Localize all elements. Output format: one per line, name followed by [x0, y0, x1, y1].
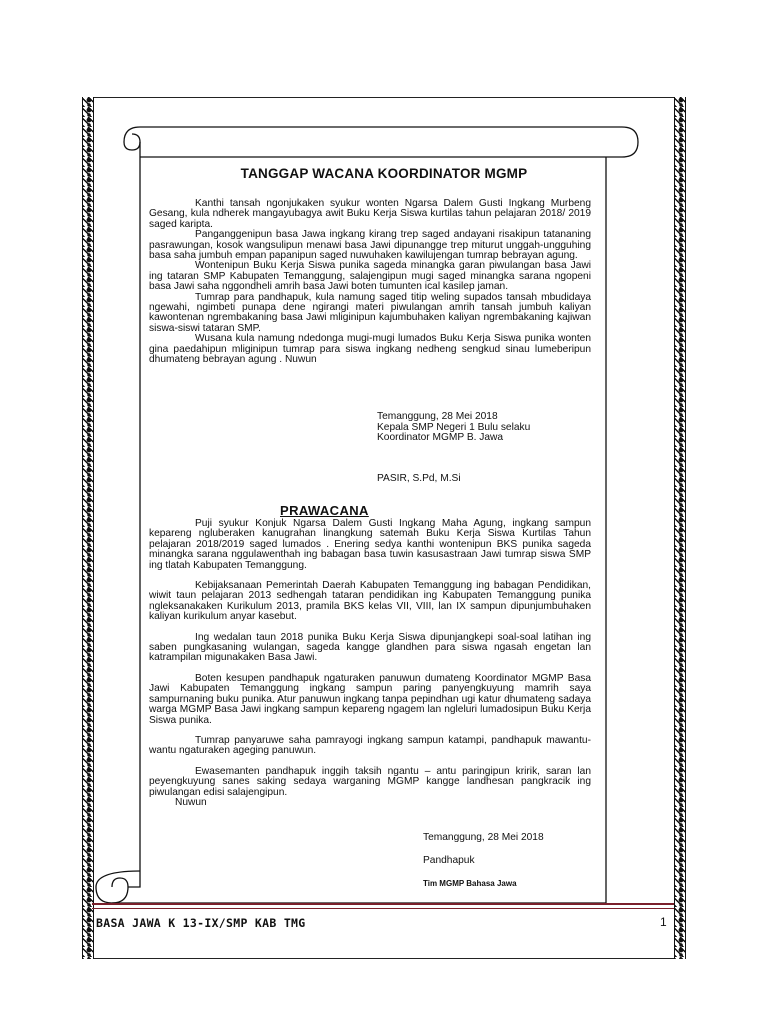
- section1-paragraph: Tumrap para pandhapuk, kula namung saged titip weling supados tansah mbudidaya ngewahi, ngimbeti punapa dene ngirangi materi piwulangan amrih tansah jumbuh kaliyan kawontenan ngrembakaning basa Jawi mliginipun kajumbuhaken kaliyan ngrembakaning kajiwan siswa-siswi tataran SMP.: [149, 291, 591, 334]
- section2-title: PRAWACANA: [280, 503, 369, 518]
- section2-paragraph: Tumrap panyaruwe saha pamrayogi ingkang sampun katampi, pandhapuk mawantu-wantu ngaturaken ageging panuwun.: [149, 734, 591, 757]
- footer-text: BASA JAWA K 13-IX/SMP KAB TMG: [96, 916, 306, 930]
- section1-signature-block: [377, 412, 530, 484]
- signer-name: PASIR, S.Pd, M.Si: [377, 472, 461, 484]
- section2-place-date: Temanggung, 28 Mei 2018: [423, 832, 544, 843]
- section2-paragraph: Kebijaksanaan Pemerintah Daerah Kabupaten Temanggung ing babagan Pendidikan, wiwit taun pelajaran 2013 sedhengah tataran pendidikan ing Kabupaten Temanggung punika ngleksanakaken Kurikulum 2013, pramila BKS kelas VII, VIII, lan IX sampun dipunjumbuhaken kaliyan kurikulum anyar kasebut.: [149, 580, 591, 623]
- signer-position: Koordinator MGMP B. Jawa: [377, 432, 504, 444]
- team-name: Tim MGMP Bahasa Jawa: [423, 879, 517, 888]
- section1-paragraph: Wusana kula namung ndedonga mugi-mugi lumados Buku Kerja Siswa punika wonten gina paedahipun mliginipun tumrap para siswa ingkang nedheng sengkud sinau lumeberipun dhumateng bebrayan agung . Nuwun: [149, 333, 591, 366]
- footer-rule: [92, 903, 674, 909]
- section1-paragraph: Panganggenipun basa Jawa ingkang kirang trep saged andayani risakipun tatananing pasrawungan, kosok wangsulipun menawi basa Jawi dipunangge trep miturut unggah-ungguhing basa saha jumbuh empan papanipun saged nuwuhaken kawilujengan tumrap bebrayan agung.: [149, 229, 591, 262]
- section1-paragraph: Kanthi tansah ngonjukaken syukur wonten Ngarsa Dalem Gusti Ingkang Murbeng Gesang, kula ndherek mangayubagya awit Buku Kerja Siswa kurtilas tahun pelajaran 2018/ 2019 saged karipta.: [149, 198, 591, 230]
- section2-paragraph: Boten kesupen pandhapuk ngaturaken panuwun dumateng Koordinator MGMP Basa Jawi Kabupaten Temanggung ingkang sampun paring panyengkuyung mamrih saya sampurnaning buku punika. Atur panuwun ingkang tanpa pepindhan ugi katur dhumateng sadaya warga MGMP Basa Jawi ingkang sampun kepareng ngagem lan ngleluri lumadosipun Buku Kerja Siswa punika.: [149, 672, 591, 726]
- section2-paragraph: Ing wedalan taun 2018 punika Buku Kerja Siswa dipunjangkepi soal-soal latihan ing saben pungkasaning wulangan, sageda kangge glandhen para siswa ngasah engetan lan katrampilan migunakaken Basa Jawi.: [149, 631, 591, 664]
- section2-body: [149, 519, 591, 808]
- section2-paragraph: Ewasemanten pandhapuk inggih taksih ngantu – antu paringipun kririk, saran lan peyengkuyung sanes saking sedaya warganing MGMP kangge landhesan pangkracik ing piwulangan edisi salajengipun.: [149, 765, 591, 798]
- signer-position: Kepala SMP Negeri 1 Bulu selaku: [377, 421, 531, 433]
- place-date: Temanggung, 28 Mei 2018: [377, 411, 498, 422]
- author-label: Pandhapuk: [423, 855, 475, 866]
- page-number: 1: [660, 915, 667, 929]
- section2-paragraph: Puji syukur Konjuk Ngarsa Dalem Gusti Ingkang Maha Agung, ingkang sampun kepareng ngluberaken kanugrahan linangkung satemah Buku Kerja Siswa Kurtilas Tahun pelajaran 2018/2019 saged lumados . Enering sedya kanthi wontenipun BKS punika sageda minangka sarana nggulawenthah ing babagan basa tuwin kasusastraan Jawi tumrap siswa SMP ing tlatah Kabupaten Temanggung.: [149, 518, 591, 571]
- section1-paragraph: Wontenipun Buku Kerja Siswa punika sageda minangka garan piwulangan basa Jawi ing tataran SMP Kabupaten Temanggung, salajengipun mugi saged minangka sarana ngopeni basa Jawi saha nggondheli amrih basa Jawi boten tumunten ical kasilep jaman.: [149, 260, 591, 293]
- section1-body: [149, 199, 591, 366]
- section1-title: TANGGAP WACANA KOORDINATOR MGMP: [240, 166, 528, 181]
- closing-text: Nuwun: [175, 796, 207, 808]
